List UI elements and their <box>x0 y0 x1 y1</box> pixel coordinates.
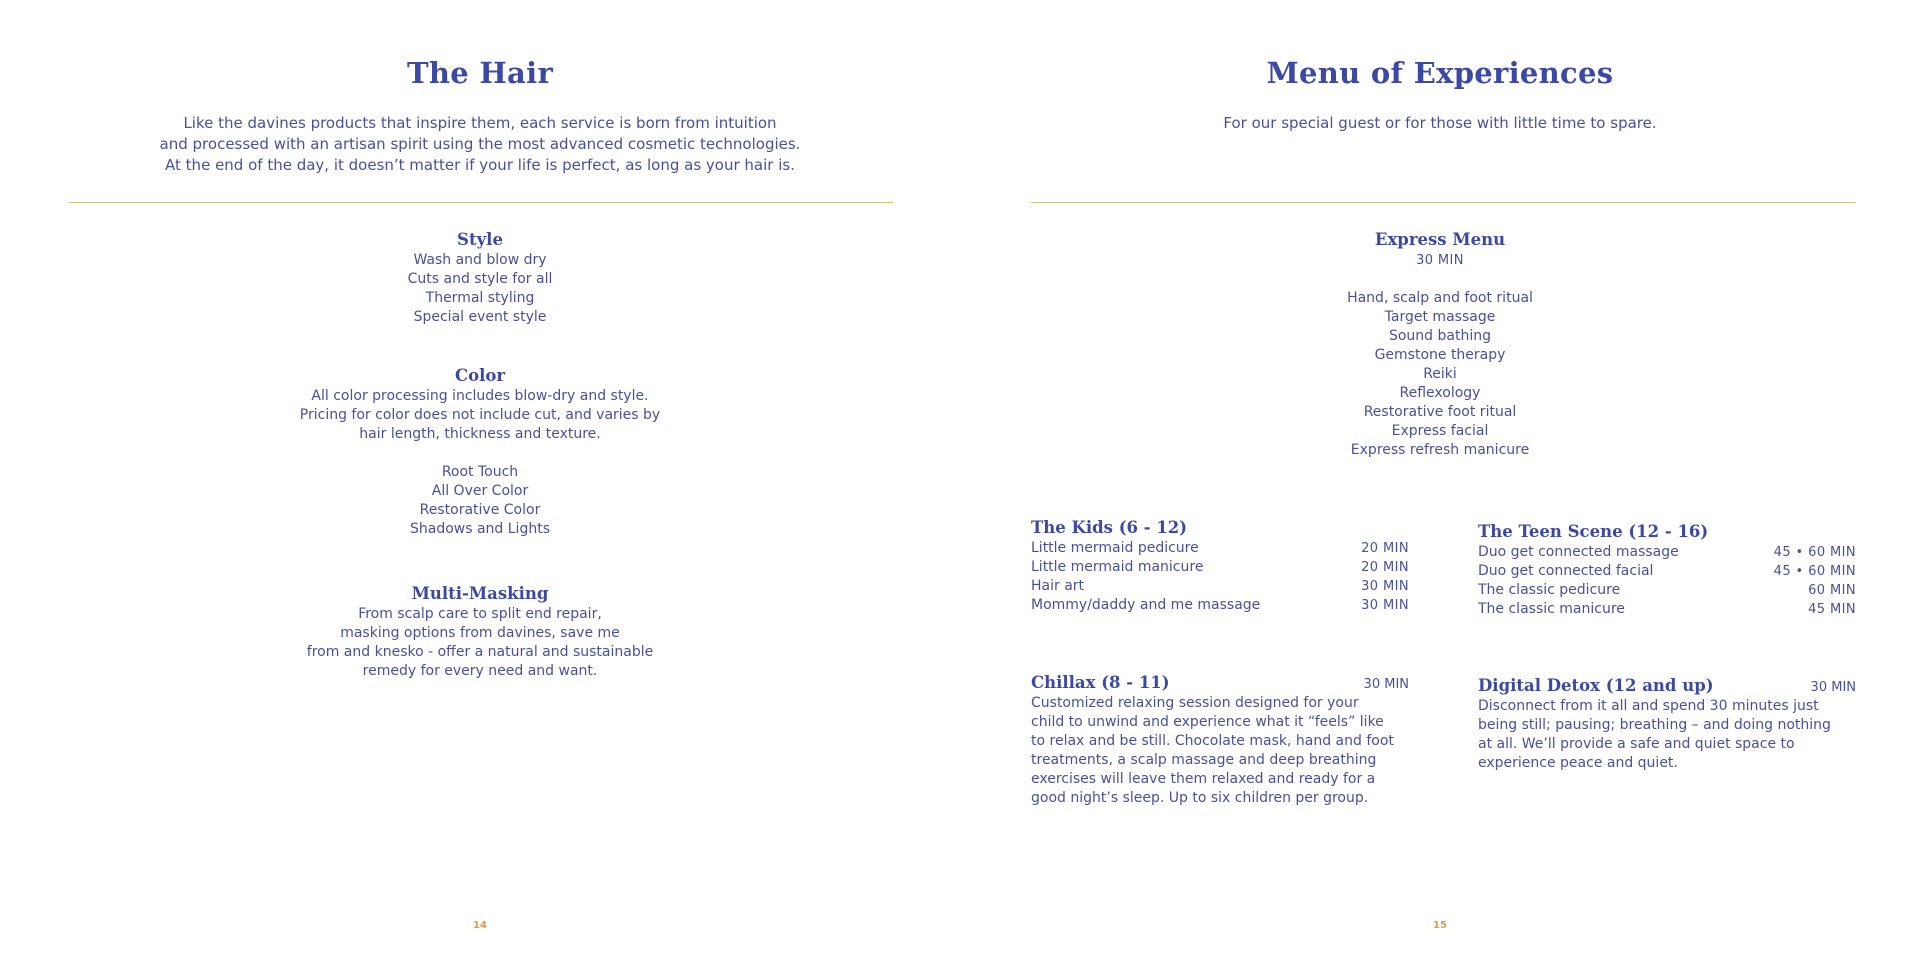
service-duration: 60 MIN <box>1808 583 1856 598</box>
section-heading: Style <box>457 230 503 249</box>
service-duration: 30 MIN <box>1361 579 1409 594</box>
description-line: good night’s sleep. Up to six children per group. <box>1031 790 1369 806</box>
description-line: Customized relaxing session designed for your <box>1031 695 1359 711</box>
page-title: Menu of Experiences <box>1266 56 1614 90</box>
service-item: Root Touch <box>441 464 519 480</box>
duration: 30 MIN <box>1416 253 1464 268</box>
description-line: to relax and be still. Chocolate mask, hand and foot <box>1031 733 1394 749</box>
description-line: All color processing includes blow-dry and style. <box>311 388 649 404</box>
intro-line: and processed with an artisan spirit using the most advanced cosmetic technologies. <box>159 135 801 153</box>
description-line: Disconnect from it all and spend 30 minutes just <box>1478 698 1819 714</box>
service-name: The classic manicure <box>1478 601 1625 617</box>
section-heading: Express Menu <box>1374 230 1506 249</box>
service-duration: 30 MIN <box>1810 680 1856 695</box>
description-line: treatments, a scalp massage and deep breathing <box>1031 752 1377 768</box>
service-item: Wash and blow dry <box>413 252 547 268</box>
intro-text <box>960 113 1920 134</box>
menu-row <box>1478 543 1856 562</box>
express-menu-section <box>960 229 1920 460</box>
color-section <box>0 365 960 539</box>
section-heading: Chillax (8 - 11) <box>1031 673 1170 692</box>
description-line: child to unwind and experience what it “feels” like <box>1031 714 1384 730</box>
service-name: Little mermaid pedicure <box>1031 540 1199 556</box>
section-heading: Multi-Masking <box>411 584 549 603</box>
menu-row <box>1478 600 1856 619</box>
service-name: The classic pedicure <box>1478 582 1621 598</box>
description-line: from and knesko - offer a natural and sustainable <box>306 644 654 660</box>
right-page <box>960 0 1920 960</box>
service-item: Gemstone therapy <box>1374 347 1506 363</box>
description-line: exercises will leave them relaxed and ready for a <box>1031 771 1376 787</box>
service-item: Target massage <box>1384 309 1496 325</box>
section-heading: Digital Detox (12 and up) <box>1478 676 1714 695</box>
page-number: 14 <box>473 920 487 931</box>
menu-row <box>1478 581 1856 600</box>
section-heading: Color <box>454 366 506 385</box>
service-duration: 45 • 60 MIN <box>1773 564 1856 579</box>
service-item: Restorative Color <box>419 502 541 518</box>
service-duration: 45 MIN <box>1808 602 1856 617</box>
service-name: Duo get connected facial <box>1478 563 1654 579</box>
service-name: Little mermaid manicure <box>1031 559 1204 575</box>
description-line: From scalp care to split end repair, <box>358 606 602 622</box>
intro-line: For our special guest or for those with little time to spare. <box>1223 114 1657 132</box>
service-item: Reiki <box>1423 366 1457 382</box>
description-line: masking options from davines, save me <box>340 625 620 641</box>
service-item: Express refresh manicure <box>1350 442 1530 458</box>
menu-row <box>1031 577 1409 596</box>
menu-row <box>1031 558 1409 577</box>
service-item: Hand, scalp and foot ritual <box>1347 290 1533 306</box>
service-name: Mommy/daddy and me massage <box>1031 597 1261 613</box>
kids-section <box>1031 517 1409 615</box>
service-name: Duo get connected massage <box>1478 544 1679 560</box>
description-line: experience peace and quiet. <box>1478 755 1678 771</box>
section-heading: The Teen Scene (12 - 16) <box>1478 522 1709 541</box>
service-item: Restorative foot ritual <box>1363 404 1517 420</box>
divider <box>1031 202 1856 203</box>
description-line: hair length, thickness and texture. <box>359 426 601 442</box>
service-name: Hair art <box>1031 578 1085 594</box>
description-line: being still; pausing; breathing – and doing nothing <box>1478 717 1831 733</box>
intro-line: Like the davines products that inspire them, each service is born from intuition <box>183 114 777 132</box>
page-number: 15 <box>1433 920 1447 931</box>
intro-line: At the end of the day, it doesn’t matter if your life is perfect, as long as your hair is. <box>165 156 795 174</box>
menu-row <box>1031 596 1409 615</box>
section-heading: The Kids (6 - 12) <box>1031 518 1188 537</box>
service-item: All Over Color <box>431 483 529 499</box>
menu-row <box>1478 562 1856 581</box>
service-item: Thermal styling <box>425 290 535 306</box>
service-duration: 30 MIN <box>1361 598 1409 613</box>
masking-section <box>0 583 960 681</box>
service-item: Special event style <box>413 309 547 325</box>
intro-text <box>0 113 960 176</box>
service-duration: 20 MIN <box>1361 541 1409 556</box>
menu-row <box>1031 539 1409 558</box>
style-section <box>0 229 960 327</box>
description-line: at all. We’ll provide a safe and quiet space to <box>1478 736 1795 752</box>
description-line: Pricing for color does not include cut, and varies by <box>299 407 661 423</box>
service-item: Shadows and Lights <box>409 521 550 537</box>
service-duration: 30 MIN <box>1363 677 1409 692</box>
service-item: Express facial <box>1391 423 1489 439</box>
detox-section <box>1478 675 1856 773</box>
description-line: remedy for every need and want. <box>362 663 598 679</box>
divider <box>69 202 893 203</box>
service-duration: 45 • 60 MIN <box>1773 545 1856 560</box>
service-item: Cuts and style for all <box>407 271 553 287</box>
page-title: The Hair <box>406 56 554 90</box>
chillax-section <box>1031 672 1409 808</box>
service-item: Reflexology <box>1399 385 1481 401</box>
service-item: Sound bathing <box>1388 328 1491 344</box>
service-duration: 20 MIN <box>1361 560 1409 575</box>
teen-section <box>1478 521 1856 619</box>
